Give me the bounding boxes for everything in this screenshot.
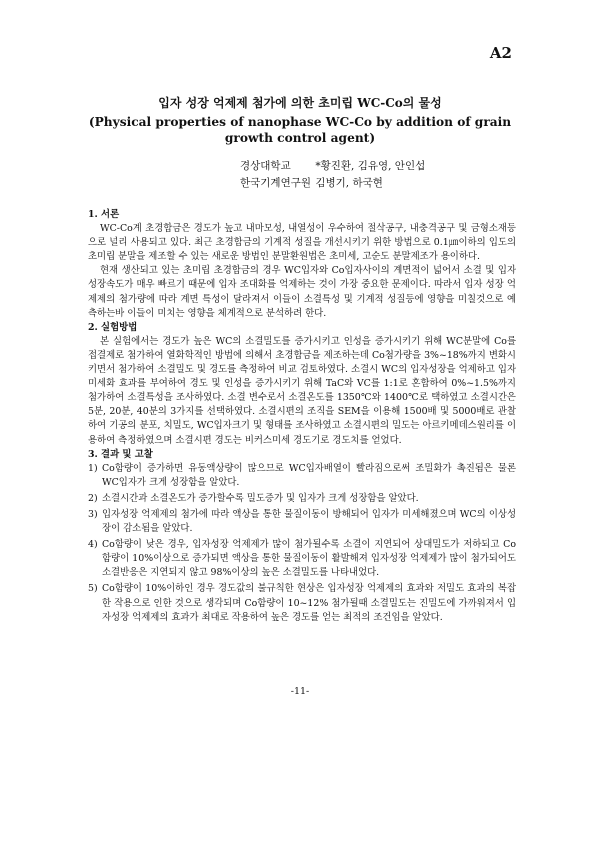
affiliation: 한국기계연구원 bbox=[240, 177, 312, 189]
item-number: 1) bbox=[88, 462, 98, 474]
title-korean: 입자 성장 억제제 첨가에 의한 초미립 WC-Co의 물성 bbox=[158, 96, 442, 110]
author-row bbox=[240, 158, 425, 175]
abstract-code: A2 bbox=[489, 44, 512, 62]
item-text: 소결시간과 소결온도가 증가할수록 밀도증가 및 입자가 크게 성장함을 알았다. bbox=[102, 492, 419, 504]
section-heading-results: 3. 결과 및 고찰 bbox=[88, 448, 153, 460]
list-item bbox=[88, 492, 516, 506]
list-item bbox=[88, 508, 516, 536]
affiliation: 경상대학교 bbox=[240, 160, 291, 172]
item-number: 3) bbox=[88, 508, 98, 520]
item-text: Co함량이 낮은 경우, 입자성장 억제제가 많이 첨가될수록 소결이 지연되어 상대밀도가 저하되고 Co함량이 10%이상으로 증가되면 액상을 통한 물질이동이 활발해져 입자성장 억제제가 많이 첨가되어도 소결반응은 지연되지 않고 98%이상의 높은 소결밀도를 나타내었다. bbox=[102, 539, 516, 579]
section-heading-method: 2. 실험방법 bbox=[88, 321, 138, 333]
author-block bbox=[240, 158, 425, 192]
list-item bbox=[88, 582, 516, 624]
author-names: 김병기, 하국현 bbox=[315, 177, 383, 189]
title-english: (Physical properties of nanophase WC-Co by addition of grain growth control agent) bbox=[88, 115, 512, 145]
list-item bbox=[88, 462, 516, 490]
page-number: -11- bbox=[290, 686, 310, 697]
item-number: 2) bbox=[88, 492, 98, 504]
intro-paragraph: WC-Co계 초경합금은 경도가 높고 내마모성, 내열성이 우수하여 절삭공구, 내충격공구 및 금형소재등으로 널리 사용되고 있다. 최근 초경합금의 기계적 성질을 개선시키기 위한 방법으로 0.1㎛이하의 입도의 초미립 분말을 제조할 수 있는 새로운 방법인 분말환원법은 초미세, 고순도 분말제조가 용이하다. bbox=[88, 223, 516, 263]
item-text: Co함량이 10%이하인 경우 경도값의 불규칙한 현상은 입자성장 억제제의 효과와 저밀도 효과의 복잡한 작용으로 인한 것으로 생각되며 Co함량이 10~12% 첨가될때 소결밀도는 진밀도에 가까워져서 입자성장 억제제의 효과가 최대로 작용하여 높은 경도를 얻는 최적의 조건임을 알았다. bbox=[102, 583, 516, 623]
author-row bbox=[240, 175, 425, 192]
author-names: *황진환, 김유영, 안인섭 bbox=[315, 160, 426, 172]
item-number: 4) bbox=[88, 539, 98, 551]
intro-paragraph: 현재 생산되고 있는 초미립 초경합금의 경우 WC입자와 Co입자사이의 계면적이 넓어서 소결 및 입자성장속도가 매우 빠르기 때문에 입자 조대화를 억제하는 것이 가장 중요한 문제이다. 따라서 입자 성장 억제제의 첨가량에 따라 계면 특성이 달라져서 이들이 소결특성 및 기계적 성질등에 영향을 미칠것으로 예측하는바 이들이 미치는 영향을 체계적으로 분석하려 한다. bbox=[88, 265, 516, 319]
results-list bbox=[88, 462, 516, 625]
item-text: Co함량이 증가하면 유동액상량이 많으므로 WC입자배열이 빨라짐으로써 조밀화가 촉진됨은 물론 WC입자가 크게 성장함을 알았다. bbox=[102, 462, 516, 488]
list-item bbox=[88, 538, 516, 580]
section-heading-intro: 1. 서론 bbox=[88, 209, 120, 220]
item-text: 입자성장 억제제의 첨가에 따라 액상을 통한 물질이동이 방해되어 입자가 미세해졌으며 WC의 이상성장이 감소됨을 알았다. bbox=[102, 508, 516, 535]
paper-body bbox=[88, 208, 516, 627]
method-paragraph: 본 실험에서는 경도가 높은 WC의 소결밀도를 증가시키고 인성을 증가시키기 위해 WC분말에 Co를 접결제로 첨가하여 열화학적인 방법에 의해서 초경합금을 제조하는데 Co첨가량을 3%~18%까지 변화시키면서 첨가하여 소결밀도 및 경도를 측정하여 비교 검토하였다. 소결시 WC의 입자성장을 억제하고 입자미세화 효과를 부여하여 경도 및 인성을 증가시키기 위해 TaC와 VC를 1:1로 혼합하여 0%~1.5%까지 첨가하여 소결특성을 조사하였다. 소결 변수로서 소결온도를 1350℃와 1400℃로 택하였고 소결시간은 5분, 20분, 40분의 3가지를 선택하였다. 소결시편의 조직을 SEM을 이용해 1500배 및 5000배로 관찰하여 기공의 분포, 치밀도, WC입자크기 및 형태를 조사하였고 소결시편의 밀도는 아르키메데스원리를 이용하여 측정하였으며 소결시편 경도는 비커스미세 경도기로 경도치를 얻었다. bbox=[88, 335, 517, 446]
item-number: 5) bbox=[88, 583, 98, 595]
paper-title bbox=[80, 94, 520, 146]
